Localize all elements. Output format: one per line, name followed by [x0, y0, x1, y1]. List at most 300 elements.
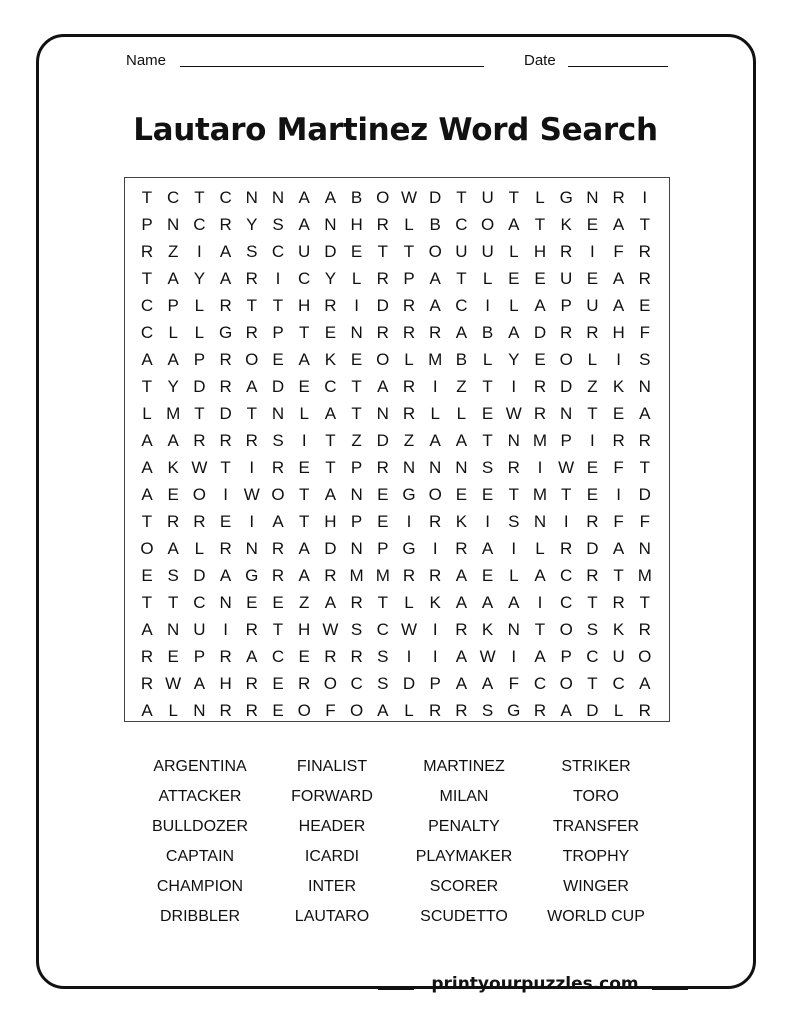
- grid-letter[interactable]: T: [325, 458, 336, 477]
- grid-letter[interactable]: D: [219, 404, 232, 423]
- grid-letter[interactable]: E: [612, 404, 625, 423]
- grid-letter[interactable]: D: [271, 377, 285, 396]
- grid-letter[interactable]: I: [354, 296, 359, 315]
- grid-letter[interactable]: E: [455, 485, 468, 504]
- grid-letter[interactable]: C: [376, 620, 389, 639]
- grid-letter[interactable]: T: [560, 485, 572, 504]
- grid-letter[interactable]: O: [559, 350, 573, 369]
- grid-letter[interactable]: L: [509, 242, 519, 261]
- grid-letter[interactable]: A: [612, 296, 625, 315]
- grid-letter[interactable]: R: [533, 404, 547, 423]
- grid-letter[interactable]: T: [456, 269, 467, 288]
- grid-letter[interactable]: A: [193, 674, 206, 693]
- grid-letter[interactable]: A: [534, 566, 546, 585]
- grid-letter[interactable]: A: [455, 593, 468, 612]
- grid-letter[interactable]: I: [511, 539, 517, 558]
- grid-letter[interactable]: R: [324, 647, 337, 666]
- grid-letter[interactable]: T: [167, 593, 179, 612]
- grid-letter[interactable]: S: [481, 458, 494, 477]
- grid-letter[interactable]: T: [298, 485, 310, 504]
- grid-letter[interactable]: D: [638, 485, 651, 504]
- grid-letter[interactable]: A: [455, 323, 468, 342]
- grid-letter[interactable]: H: [350, 215, 363, 234]
- grid-letter[interactable]: E: [219, 512, 232, 531]
- grid-letter[interactable]: A: [298, 350, 310, 369]
- grid-letter[interactable]: I: [432, 377, 438, 396]
- grid-letter[interactable]: I: [223, 620, 228, 639]
- grid-letter[interactable]: S: [167, 566, 179, 585]
- grid-letter[interactable]: T: [587, 593, 598, 612]
- grid-letter[interactable]: R: [455, 539, 468, 558]
- grid-letter[interactable]: F: [639, 323, 650, 342]
- grid-letter[interactable]: A: [481, 593, 494, 612]
- grid-letter[interactable]: N: [245, 539, 258, 558]
- grid-letter[interactable]: T: [377, 593, 388, 612]
- grid-letter[interactable]: N: [507, 431, 520, 450]
- grid-letter[interactable]: A: [612, 539, 625, 558]
- grid-letter[interactable]: P: [193, 350, 206, 369]
- grid-letter[interactable]: E: [272, 350, 284, 369]
- grid-letter[interactable]: D: [324, 242, 337, 261]
- grid-letter[interactable]: B: [429, 215, 441, 234]
- grid-letter[interactable]: L: [404, 701, 414, 720]
- grid-letter[interactable]: I: [432, 647, 438, 666]
- grid-letter[interactable]: L: [194, 296, 205, 315]
- grid-letter[interactable]: A: [219, 566, 232, 585]
- grid-letter[interactable]: W: [479, 647, 496, 666]
- grid-letter[interactable]: C: [324, 377, 337, 396]
- grid-letter[interactable]: A: [246, 377, 258, 396]
- grid-letter[interactable]: A: [298, 566, 310, 585]
- grid-letter[interactable]: E: [481, 566, 494, 585]
- grid-letter[interactable]: K: [560, 215, 572, 234]
- grid-letter[interactable]: D: [586, 701, 599, 720]
- grid-letter[interactable]: H: [298, 620, 311, 639]
- grid-letter[interactable]: O: [638, 647, 652, 666]
- grid-letter[interactable]: G: [507, 701, 521, 720]
- grid-letter[interactable]: R: [376, 215, 389, 234]
- grid-letter[interactable]: L: [404, 593, 414, 612]
- grid-letter[interactable]: R: [402, 566, 416, 585]
- grid-letter[interactable]: A: [455, 674, 468, 693]
- grid-letter[interactable]: D: [586, 539, 599, 558]
- grid-letter[interactable]: S: [246, 242, 258, 261]
- grid-letter[interactable]: R: [612, 431, 625, 450]
- grid-letter[interactable]: O: [245, 350, 259, 369]
- grid-letter[interactable]: L: [456, 404, 467, 423]
- grid-letter[interactable]: A: [429, 269, 441, 288]
- grid-letter[interactable]: L: [404, 215, 414, 234]
- grid-letter[interactable]: D: [376, 296, 389, 315]
- grid-letter[interactable]: R: [140, 647, 154, 666]
- grid-letter[interactable]: R: [219, 296, 232, 315]
- grid-letter[interactable]: N: [586, 188, 599, 207]
- grid-letter[interactable]: E: [534, 350, 546, 369]
- grid-letter[interactable]: H: [298, 296, 311, 315]
- grid-letter[interactable]: P: [377, 539, 389, 558]
- grid-letter[interactable]: A: [298, 539, 310, 558]
- grid-letter[interactable]: A: [429, 296, 441, 315]
- grid-letter[interactable]: L: [587, 350, 598, 369]
- grid-letter[interactable]: N: [271, 188, 285, 207]
- grid-letter[interactable]: S: [272, 431, 284, 450]
- grid-letter[interactable]: R: [586, 566, 599, 585]
- grid-letter[interactable]: I: [537, 458, 543, 477]
- grid-letter[interactable]: M: [428, 350, 443, 369]
- grid-letter[interactable]: E: [272, 593, 284, 612]
- grid-letter[interactable]: N: [507, 620, 520, 639]
- grid-letter[interactable]: M: [166, 404, 181, 423]
- grid-letter[interactable]: F: [639, 512, 650, 531]
- grid-letter[interactable]: R: [140, 674, 154, 693]
- grid-letter[interactable]: A: [508, 323, 520, 342]
- grid-letter[interactable]: S: [377, 674, 389, 693]
- grid-letter[interactable]: F: [613, 242, 624, 261]
- grid-letter[interactable]: F: [508, 674, 519, 693]
- grid-letter[interactable]: A: [612, 269, 625, 288]
- grid-letter[interactable]: A: [141, 620, 153, 639]
- grid-letter[interactable]: R: [350, 647, 363, 666]
- grid-letter[interactable]: P: [141, 215, 153, 234]
- grid-letter[interactable]: D: [193, 566, 206, 585]
- grid-letter[interactable]: C: [455, 215, 468, 234]
- grid-letter[interactable]: I: [511, 647, 517, 666]
- grid-letter[interactable]: D: [376, 431, 389, 450]
- grid-letter[interactable]: R: [219, 350, 232, 369]
- grid-letter[interactable]: A: [167, 539, 179, 558]
- grid-letter[interactable]: T: [534, 620, 546, 639]
- grid-letter[interactable]: T: [272, 296, 284, 315]
- grid-letter[interactable]: R: [324, 566, 337, 585]
- grid-letter[interactable]: I: [223, 485, 228, 504]
- grid-letter[interactable]: C: [167, 188, 180, 207]
- grid-letter[interactable]: H: [612, 323, 625, 342]
- grid-letter[interactable]: L: [194, 539, 205, 558]
- grid-letter[interactable]: L: [299, 404, 309, 423]
- grid-letter[interactable]: A: [246, 647, 258, 666]
- grid-letter[interactable]: A: [141, 431, 153, 450]
- grid-letter[interactable]: Z: [403, 431, 415, 450]
- grid-letter[interactable]: L: [404, 350, 414, 369]
- grid-letter[interactable]: T: [587, 404, 598, 423]
- grid-letter[interactable]: T: [351, 377, 362, 396]
- grid-letter[interactable]: R: [140, 242, 154, 261]
- grid-letter[interactable]: H: [324, 512, 337, 531]
- grid-letter[interactable]: R: [638, 701, 651, 720]
- grid-letter[interactable]: O: [140, 539, 154, 558]
- grid-letter[interactable]: Y: [246, 215, 258, 234]
- grid-letter[interactable]: T: [141, 188, 153, 207]
- grid-letter[interactable]: W: [243, 485, 260, 504]
- grid-letter[interactable]: A: [324, 485, 337, 504]
- grid-letter[interactable]: I: [563, 512, 569, 531]
- grid-letter[interactable]: H: [219, 674, 232, 693]
- grid-letter[interactable]: C: [219, 188, 232, 207]
- grid-letter[interactable]: C: [560, 593, 573, 612]
- grid-letter[interactable]: C: [140, 323, 154, 342]
- grid-letter[interactable]: C: [612, 674, 625, 693]
- grid-letter[interactable]: W: [322, 620, 339, 639]
- grid-letter[interactable]: N: [350, 323, 363, 342]
- grid-letter[interactable]: E: [298, 458, 310, 477]
- grid-letter[interactable]: O: [559, 674, 573, 693]
- grid-letter[interactable]: R: [271, 539, 285, 558]
- grid-letter[interactable]: L: [535, 539, 545, 558]
- grid-letter[interactable]: R: [560, 242, 573, 261]
- grid-letter[interactable]: U: [481, 242, 494, 261]
- grid-letter[interactable]: E: [586, 269, 599, 288]
- grid-letter[interactable]: A: [167, 431, 179, 450]
- grid-letter[interactable]: O: [428, 485, 442, 504]
- grid-letter[interactable]: A: [141, 350, 153, 369]
- grid-letter[interactable]: R: [245, 674, 258, 693]
- grid-letter[interactable]: P: [560, 431, 572, 450]
- grid-letter[interactable]: T: [272, 620, 284, 639]
- grid-letter[interactable]: R: [429, 701, 442, 720]
- grid-letter[interactable]: Z: [587, 377, 598, 396]
- grid-letter[interactable]: R: [219, 647, 232, 666]
- grid-letter[interactable]: N: [324, 215, 337, 234]
- grid-letter[interactable]: E: [167, 647, 179, 666]
- grid-letter[interactable]: M: [375, 566, 390, 585]
- grid-letter[interactable]: K: [324, 350, 337, 369]
- grid-letter[interactable]: I: [275, 269, 281, 288]
- grid-letter[interactable]: F: [613, 458, 624, 477]
- grid-letter[interactable]: A: [324, 593, 337, 612]
- grid-letter[interactable]: T: [141, 377, 153, 396]
- grid-letter[interactable]: N: [350, 485, 363, 504]
- grid-letter[interactable]: T: [194, 188, 205, 207]
- grid-letter[interactable]: A: [324, 404, 337, 423]
- grid-letter[interactable]: N: [402, 458, 416, 477]
- grid-letter[interactable]: K: [612, 377, 625, 396]
- grid-letter[interactable]: M: [532, 485, 548, 504]
- grid-letter[interactable]: R: [350, 593, 363, 612]
- grid-letter[interactable]: T: [534, 215, 546, 234]
- grid-letter[interactable]: C: [193, 215, 206, 234]
- grid-letter[interactable]: B: [350, 188, 363, 207]
- grid-letter[interactable]: A: [455, 431, 468, 450]
- grid-letter[interactable]: E: [272, 674, 284, 693]
- name-field-line[interactable]: [180, 66, 484, 67]
- grid-letter[interactable]: A: [639, 404, 651, 423]
- grid-letter[interactable]: A: [298, 188, 310, 207]
- grid-letter[interactable]: E: [481, 485, 494, 504]
- grid-letter[interactable]: I: [511, 377, 517, 396]
- grid-letter[interactable]: R: [507, 458, 520, 477]
- grid-letter[interactable]: B: [481, 323, 494, 342]
- grid-letter[interactable]: C: [193, 593, 206, 612]
- grid-letter[interactable]: G: [218, 323, 233, 342]
- grid-letter[interactable]: R: [376, 323, 389, 342]
- grid-letter[interactable]: I: [642, 188, 648, 207]
- grid-letter[interactable]: L: [509, 566, 519, 585]
- grid-letter[interactable]: T: [482, 431, 493, 450]
- grid-letter[interactable]: R: [245, 620, 258, 639]
- grid-letter[interactable]: R: [245, 269, 258, 288]
- grid-letter[interactable]: R: [429, 566, 442, 585]
- date-field-line[interactable]: [568, 66, 668, 67]
- grid-letter[interactable]: E: [639, 296, 651, 315]
- grid-letter[interactable]: T: [141, 512, 153, 531]
- grid-letter[interactable]: I: [432, 620, 438, 639]
- grid-letter[interactable]: L: [613, 701, 624, 720]
- grid-letter[interactable]: N: [167, 215, 180, 234]
- grid-letter[interactable]: D: [533, 323, 547, 342]
- grid-letter[interactable]: O: [376, 188, 390, 207]
- grid-letter[interactable]: T: [482, 377, 493, 396]
- grid-letter[interactable]: Y: [167, 377, 179, 396]
- grid-letter[interactable]: R: [560, 323, 573, 342]
- grid-letter[interactable]: R: [245, 701, 258, 720]
- grid-letter[interactable]: I: [537, 593, 543, 612]
- grid-letter[interactable]: T: [508, 485, 519, 504]
- grid-letter[interactable]: L: [194, 323, 205, 342]
- grid-letter[interactable]: P: [167, 296, 179, 315]
- grid-letter[interactable]: O: [271, 485, 285, 504]
- grid-letter[interactable]: R: [219, 377, 232, 396]
- grid-letter[interactable]: P: [560, 647, 572, 666]
- grid-letter[interactable]: E: [377, 512, 389, 531]
- grid-letter[interactable]: D: [324, 539, 337, 558]
- grid-letter[interactable]: R: [612, 593, 625, 612]
- grid-letter[interactable]: I: [616, 350, 621, 369]
- grid-letter[interactable]: N: [167, 620, 180, 639]
- grid-letter[interactable]: O: [480, 215, 495, 234]
- grid-letter[interactable]: T: [613, 566, 624, 585]
- grid-letter[interactable]: A: [324, 188, 337, 207]
- grid-letter[interactable]: L: [168, 701, 178, 720]
- grid-letter[interactable]: T: [456, 188, 467, 207]
- grid-letter[interactable]: A: [455, 566, 468, 585]
- grid-letter[interactable]: D: [429, 188, 442, 207]
- grid-letter[interactable]: T: [587, 674, 598, 693]
- grid-letter[interactable]: E: [298, 377, 310, 396]
- grid-letter[interactable]: N: [376, 404, 389, 423]
- grid-letter[interactable]: A: [612, 215, 625, 234]
- grid-letter[interactable]: C: [533, 674, 547, 693]
- grid-letter[interactable]: A: [141, 458, 153, 477]
- grid-letter[interactable]: C: [271, 242, 285, 261]
- grid-letter[interactable]: T: [246, 296, 257, 315]
- grid-letter[interactable]: E: [167, 485, 179, 504]
- grid-letter[interactable]: R: [324, 296, 337, 315]
- grid-letter[interactable]: H: [533, 242, 547, 261]
- grid-letter[interactable]: N: [455, 458, 468, 477]
- grid-letter[interactable]: E: [534, 269, 546, 288]
- grid-letter[interactable]: T: [194, 404, 205, 423]
- grid-letter[interactable]: R: [402, 296, 416, 315]
- grid-letter[interactable]: R: [638, 431, 651, 450]
- grid-letter[interactable]: K: [429, 593, 441, 612]
- grid-letter[interactable]: L: [509, 296, 519, 315]
- grid-letter[interactable]: O: [192, 485, 206, 504]
- grid-letter[interactable]: N: [219, 593, 232, 612]
- grid-letter[interactable]: R: [612, 188, 625, 207]
- grid-letter[interactable]: A: [141, 485, 153, 504]
- grid-letter[interactable]: P: [272, 323, 284, 342]
- grid-letter[interactable]: L: [482, 269, 493, 288]
- grid-letter[interactable]: R: [271, 458, 285, 477]
- grid-letter[interactable]: O: [349, 701, 364, 720]
- grid-letter[interactable]: K: [167, 458, 179, 477]
- grid-letter[interactable]: O: [323, 674, 337, 693]
- grid-letter[interactable]: U: [481, 188, 494, 207]
- grid-letter[interactable]: U: [193, 620, 206, 639]
- grid-letter[interactable]: A: [272, 512, 284, 531]
- grid-letter[interactable]: L: [168, 323, 178, 342]
- grid-letter[interactable]: R: [533, 701, 547, 720]
- grid-letter[interactable]: N: [245, 188, 258, 207]
- grid-letter[interactable]: R: [429, 323, 442, 342]
- grid-letter[interactable]: I: [197, 242, 202, 261]
- grid-letter[interactable]: I: [616, 485, 621, 504]
- grid-letter[interactable]: A: [219, 269, 232, 288]
- grid-letter[interactable]: S: [272, 215, 284, 234]
- grid-letter[interactable]: A: [141, 701, 153, 720]
- grid-letter[interactable]: R: [167, 512, 180, 531]
- grid-letter[interactable]: G: [245, 566, 259, 585]
- grid-letter[interactable]: A: [455, 647, 468, 666]
- grid-letter[interactable]: Z: [167, 242, 179, 261]
- grid-letter[interactable]: N: [560, 404, 573, 423]
- grid-letter[interactable]: D: [193, 377, 206, 396]
- grid-letter[interactable]: S: [639, 350, 651, 369]
- grid-letter[interactable]: N: [429, 458, 442, 477]
- grid-letter[interactable]: Z: [456, 377, 467, 396]
- grid-letter[interactable]: P: [403, 269, 415, 288]
- grid-letter[interactable]: Y: [324, 269, 337, 288]
- grid-letter[interactable]: R: [245, 323, 258, 342]
- grid-letter[interactable]: E: [586, 215, 599, 234]
- grid-letter[interactable]: R: [376, 458, 389, 477]
- grid-letter[interactable]: T: [403, 242, 415, 261]
- grid-letter[interactable]: W: [400, 620, 418, 639]
- grid-letter[interactable]: S: [508, 512, 520, 531]
- grid-letter[interactable]: G: [559, 188, 573, 207]
- grid-letter[interactable]: N: [350, 539, 363, 558]
- grid-letter[interactable]: Y: [193, 269, 206, 288]
- grid-letter[interactable]: L: [142, 404, 152, 423]
- grid-letter[interactable]: R: [586, 323, 599, 342]
- grid-letter[interactable]: A: [481, 674, 494, 693]
- grid-letter[interactable]: A: [219, 242, 232, 261]
- grid-letter[interactable]: R: [455, 620, 468, 639]
- grid-letter[interactable]: P: [193, 647, 206, 666]
- grid-letter[interactable]: E: [377, 485, 389, 504]
- grid-letter[interactable]: A: [167, 350, 179, 369]
- grid-letter[interactable]: O: [559, 620, 573, 639]
- grid-letter[interactable]: L: [351, 269, 362, 288]
- grid-letter[interactable]: L: [482, 350, 493, 369]
- grid-letter[interactable]: P: [350, 512, 363, 531]
- grid-letter[interactable]: S: [350, 620, 363, 639]
- grid-letter[interactable]: R: [376, 269, 389, 288]
- grid-letter[interactable]: E: [586, 458, 599, 477]
- grid-letter[interactable]: T: [377, 242, 388, 261]
- grid-letter[interactable]: W: [505, 404, 522, 423]
- grid-letter[interactable]: W: [400, 188, 418, 207]
- grid-letter[interactable]: W: [558, 458, 575, 477]
- grid-letter[interactable]: Y: [508, 350, 520, 369]
- grid-letter[interactable]: E: [350, 350, 363, 369]
- grid-letter[interactable]: R: [193, 512, 206, 531]
- grid-letter[interactable]: S: [481, 701, 494, 720]
- grid-letter[interactable]: K: [481, 620, 494, 639]
- grid-letter[interactable]: E: [141, 566, 153, 585]
- grid-letter[interactable]: U: [586, 296, 599, 315]
- grid-letter[interactable]: I: [301, 431, 307, 450]
